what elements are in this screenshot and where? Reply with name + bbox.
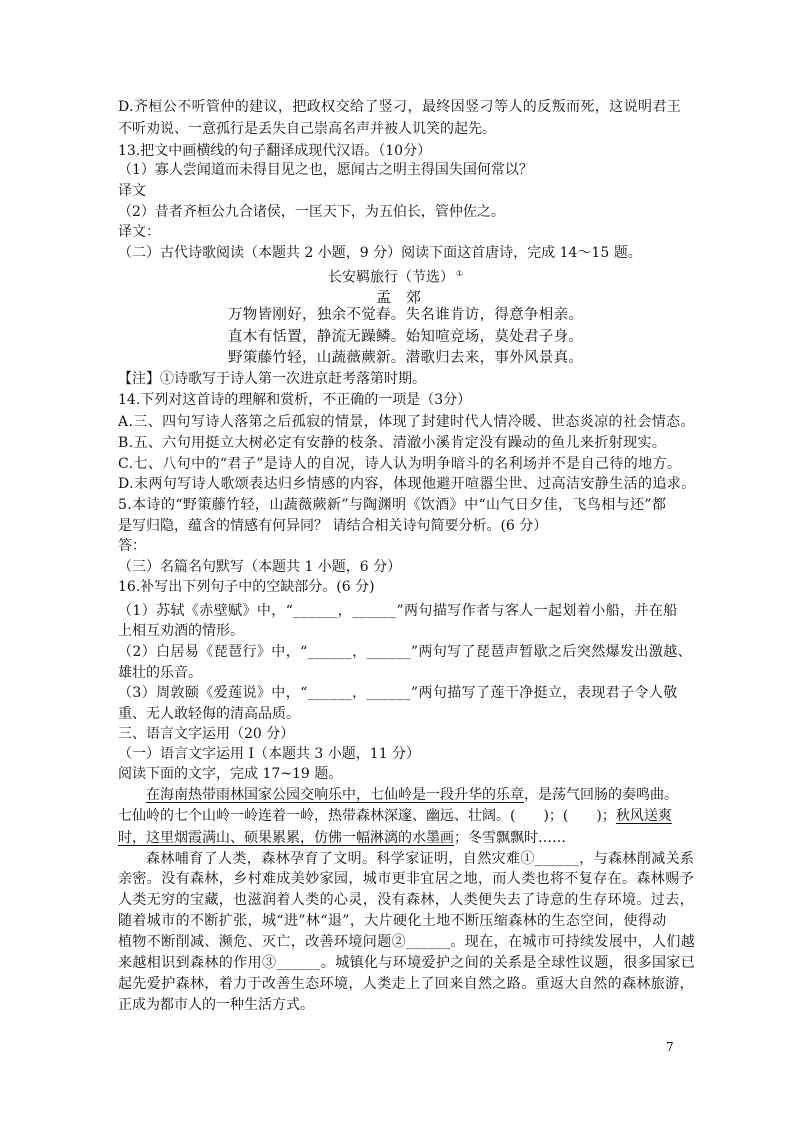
answer-label: 答： xyxy=(118,538,146,554)
underlined-sentence: 在海南热带雨林国家公园交响乐中，七仙岭是一段升华的乐章 xyxy=(146,787,524,803)
subsection-heading: （一）语言文字运用 I（本题共 3 小题，11 分） xyxy=(118,746,421,762)
question-16-2: （2）白居易《琵琶行》中，“______，______”两句写了琵琶声暂歇之后突然爆发出激越、 xyxy=(118,644,693,660)
question-16-1-cont: 上相互劝酒的情形。 xyxy=(118,623,244,639)
translation-label: 译文： xyxy=(118,224,160,240)
question-16-3-cont: 重、无人敢轻侮的清高品质。 xyxy=(118,706,300,722)
poem-verse: 直木有恬置，静流无躁鳞。始知喧竞场，莫处君子身。 xyxy=(228,329,584,345)
question-15-cont: 是写归隐，蕴含的情感有何异同？ 请结合相关诗句简要分析。(6 分） xyxy=(118,518,548,534)
passage-line xyxy=(118,806,672,826)
passage-line xyxy=(118,828,566,848)
text-line: 不听劝说、一意孤行是丢失自己崇高名声并被人讥笑的起先。 xyxy=(118,121,496,137)
question-16-1: （1）苏轼《赤壁赋》中，“______，______”两句描写作者与客人一起划着小船，并在船 xyxy=(118,603,678,619)
translation-label: 译文 xyxy=(118,183,146,199)
passage-line xyxy=(146,785,678,805)
question-16-2-cont: 雄壮的乐音。 xyxy=(118,665,202,681)
page-number: 7 xyxy=(666,1040,674,1054)
poem-title-text: 长安羁旅行（节选） xyxy=(328,269,454,286)
question-15: 5.本诗的“野策藤竹轻，山蔬薇蕨新”与陶渊明《饮酒》中“山气日夕佳，飞鸟相与还”都 xyxy=(118,497,667,513)
poem-verse: 野策藤竹轻，山蔬薇蕨新。潜歌归去来，事外风景真。 xyxy=(228,350,584,366)
poem-note: 【注】①诗歌写于诗人第一次进京赶考落第时期。 xyxy=(118,371,426,387)
footnote-mark: ① xyxy=(456,269,464,278)
question-13-1: （1）寡人尝闻道而未得目见之也，愿闻古之明主得国失国何常以？ xyxy=(118,162,533,178)
passage-line: 亲密。没有森林，乡村难成美妙家园，城市更非宜居之地，而人类也将不复存在。森林赐予 xyxy=(118,871,694,887)
section-2-heading: （二）古代诗歌阅读（本题共 2 小题，9 分）阅读下面这首唐诗，完成 14～15 题。 xyxy=(118,245,642,261)
question-16: 16.补写出下列句子中的空缺部分。(6 分) xyxy=(118,579,375,595)
underlined-sentence: 时，这里烟霞满山、硕果累累，仿佛一幅淋漓的水墨画 xyxy=(118,830,454,846)
poem-title xyxy=(328,264,463,288)
poem-verse: 万物皆刚好，独余不觉春。失名谁肯访，得意争相亲。 xyxy=(228,307,584,323)
passage-line: 来越相识到森林的作用③______。城镇化与环境爱护之间的关系是全球性议题，很多国家已 xyxy=(118,955,696,971)
option-b: B.五、六句用挺立大树必定有安静的枝条、清澈小溪肯定没有躁动的鱼儿来折射现实。 xyxy=(118,435,667,451)
passage-line: 正成为都市人的一种生活方式。 xyxy=(118,997,314,1013)
passage-text: ，是荡气回肠的奏鸣曲。 xyxy=(524,787,678,803)
passage-line: 随着城市的不断扩张，城“进”林“退”，大片硬化土地不断压缩森林的生态空间，使得动 xyxy=(118,913,667,929)
section-3-heading: （三）名篇名句默写（本题共 1 小题，6 分） xyxy=(118,559,402,575)
passage-line: 起先爱护森林，着力于改善生态环境，人类走上了回来自然之路。重返大自然的森林旅游， xyxy=(118,976,694,992)
question-14: 14.下列对这首诗的理解和赏析，不正确的一项是（3分） xyxy=(118,392,472,408)
option-d: D.末两句写诗人歌颂表达归乡情感的内容，体现他避开喧嚣尘世、过高洁安静生活的追求。 xyxy=(118,476,696,492)
passage-line: 森林哺育了人类，森林孕育了文明。科学家证明，自然灾难①______，与森林削减关系 xyxy=(146,851,695,867)
option-a: A.三、四句写诗人落第之后孤寂的情景，体现了封建时代人情冷暖、世态炎凉的社会情态。 xyxy=(118,414,695,430)
part-3-heading: 三、语言文字运用（20 分） xyxy=(118,726,295,742)
passage-line: 植物不断削减、濒危、灭亡，改善环境问题②______。现在，在城市可持续发展中，人们越 xyxy=(118,934,696,950)
poem-author: 孟 郊 xyxy=(376,288,422,306)
question-13-2: （2）昔者齐桓公九合诸侯，一匡天下，为五伯长，管仲佐之。 xyxy=(118,204,505,220)
passage-text: ；冬雪飘飘时…… xyxy=(454,830,566,846)
reading-instruction: 阅读下面的文字，完成 17~19 题。 xyxy=(118,766,343,782)
text-line: D.齐桓公不听管仲的建议，把政权交给了竖刁，最终因竖刁等人的反叛而死，这说明君王 xyxy=(118,99,682,115)
question-16-3: （3）周敦颐《爱莲说》中，“______，______”两句描写了莲干净挺立，表现君子令人敬 xyxy=(118,685,678,701)
option-c: C.七、八句中的“君子”是诗人的自况，诗人认为明争暗斗的名利场并不是自己待的地方。 xyxy=(118,456,682,472)
question-13: 13.把文中画横线的句子翻译成现代汉语。（10分） xyxy=(118,143,432,159)
passage-line: 人类无穷的宝藏，也滋润着人类的心灵，没有森林，人类便失去了诗意的生存环境。过去， xyxy=(118,892,694,908)
passage-text: 七仙岭的七个山岭一岭连着一岭，热带森林深邃、幽远、壮阔。( )；( )； xyxy=(118,808,616,824)
underlined-sentence: 秋风送爽 xyxy=(615,808,672,824)
